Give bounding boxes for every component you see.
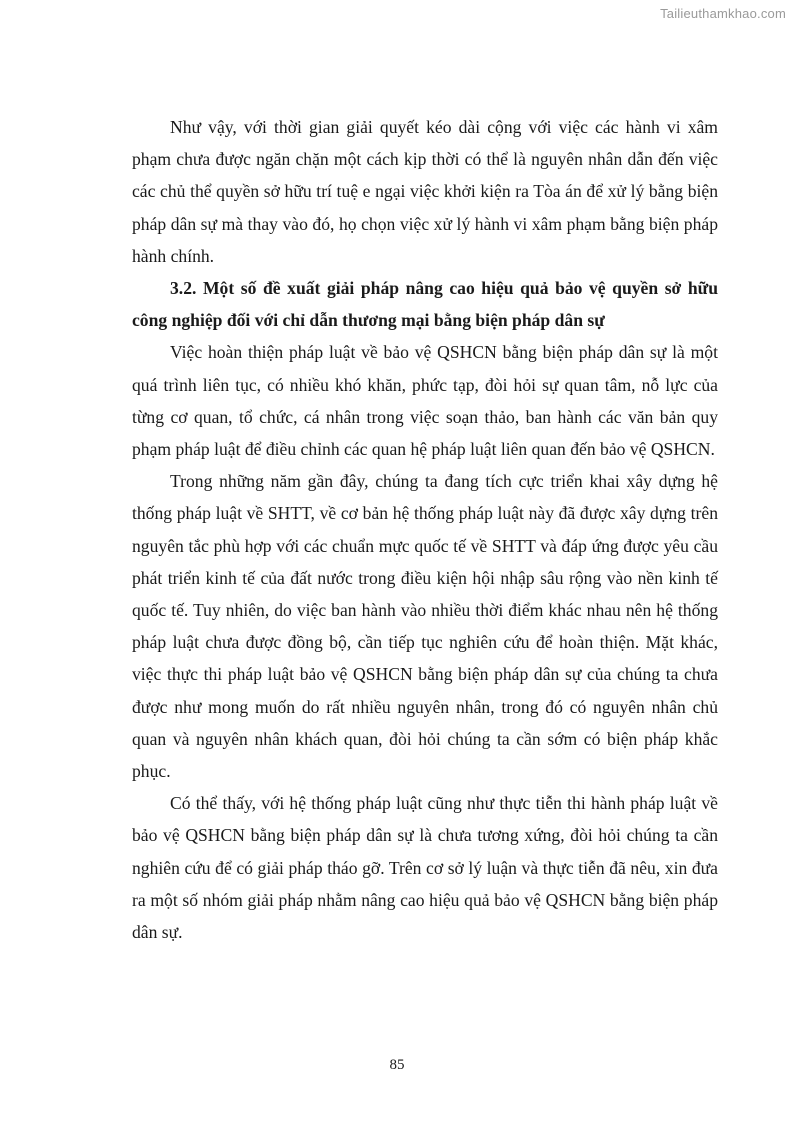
document-body	[132, 111, 718, 948]
paragraph-3: Trong những năm gần đây, chúng ta đang tích cực triển khai xây dựng hệ thống pháp luật về SHTT, về cơ bản hệ thống pháp luật này đã được xây dựng trên nguyên tắc phù hợp với các chuẩn mực quốc tế về SHTT và đáp ứng được yêu cầu phát triển kinh tế của đất nước trong điều kiện hội nhập sâu rộng vào nền kinh tế quốc tế. Tuy nhiên, do việc ban hành vào nhiều thời điểm khác nhau nên hệ thống pháp luật chưa được đồng bộ, cần tiếp tục nghiên cứu để hoàn thiện. Mặt khác, việc thực thi pháp luật bảo vệ QSHCN bằng biện pháp dân sự của chúng ta chưa được như mong muốn do rất nhiều nguyên nhân, trong đó có nguyên nhân chủ quan và nguyên nhân khách quan, đòi hỏi chúng ta cần sớm có biện pháp khắc phục.	[132, 471, 718, 782]
paragraph-4: Có thể thấy, với hệ thống pháp luật cũng như thực tiễn thi hành pháp luật về bảo vệ QSHCN bằng biện pháp dân sự là chưa tương xứng, đòi hỏi chúng ta cần nghiên cứu để có giải pháp tháo gỡ. Trên cơ sở lý luận và thực tiễn đã nêu, xin đưa ra một số nhóm giải pháp nhằm nâng cao hiệu quả bảo vệ QSHCN bằng biện pháp dân sự.	[132, 793, 718, 943]
paragraph-2: Việc hoàn thiện pháp luật về bảo vệ QSHCN bằng biện pháp dân sự là một quá trình liên tục, có nhiều khó khăn, phức tạp, đòi hỏi sự quan tâm, nỗ lực của từng cơ quan, tổ chức, cá nhân trong việc soạn thảo, ban hành các văn bản quy phạm pháp luật để điều chỉnh các quan hệ pháp luật liên quan đến bảo vệ QSHCN.	[132, 342, 718, 460]
paragraph-1: Như vậy, với thời gian giải quyết kéo dài cộng với việc các hành vi xâm phạm chưa được ngăn chặn một cách kịp thời có thể là nguyên nhân dẫn đến việc các chủ thể quyền sở hữu trí tuệ e ngại việc khởi kiện ra Tòa án để xử lý bằng biện pháp dân sự mà thay vào đó, họ chọn việc xử lý hành vi xâm phạm bằng biện pháp hành chính.	[132, 117, 718, 266]
section-heading: 3.2. Một số đề xuất giải pháp nâng cao hiệu quả bảo vệ quyền sở hữu công nghiệp đối với chỉ dẫn thương mại bằng biện pháp dân sự	[132, 278, 718, 331]
watermark-text: Tailieuthamkhao.com	[660, 6, 786, 21]
page-number: 85	[389, 1057, 405, 1073]
